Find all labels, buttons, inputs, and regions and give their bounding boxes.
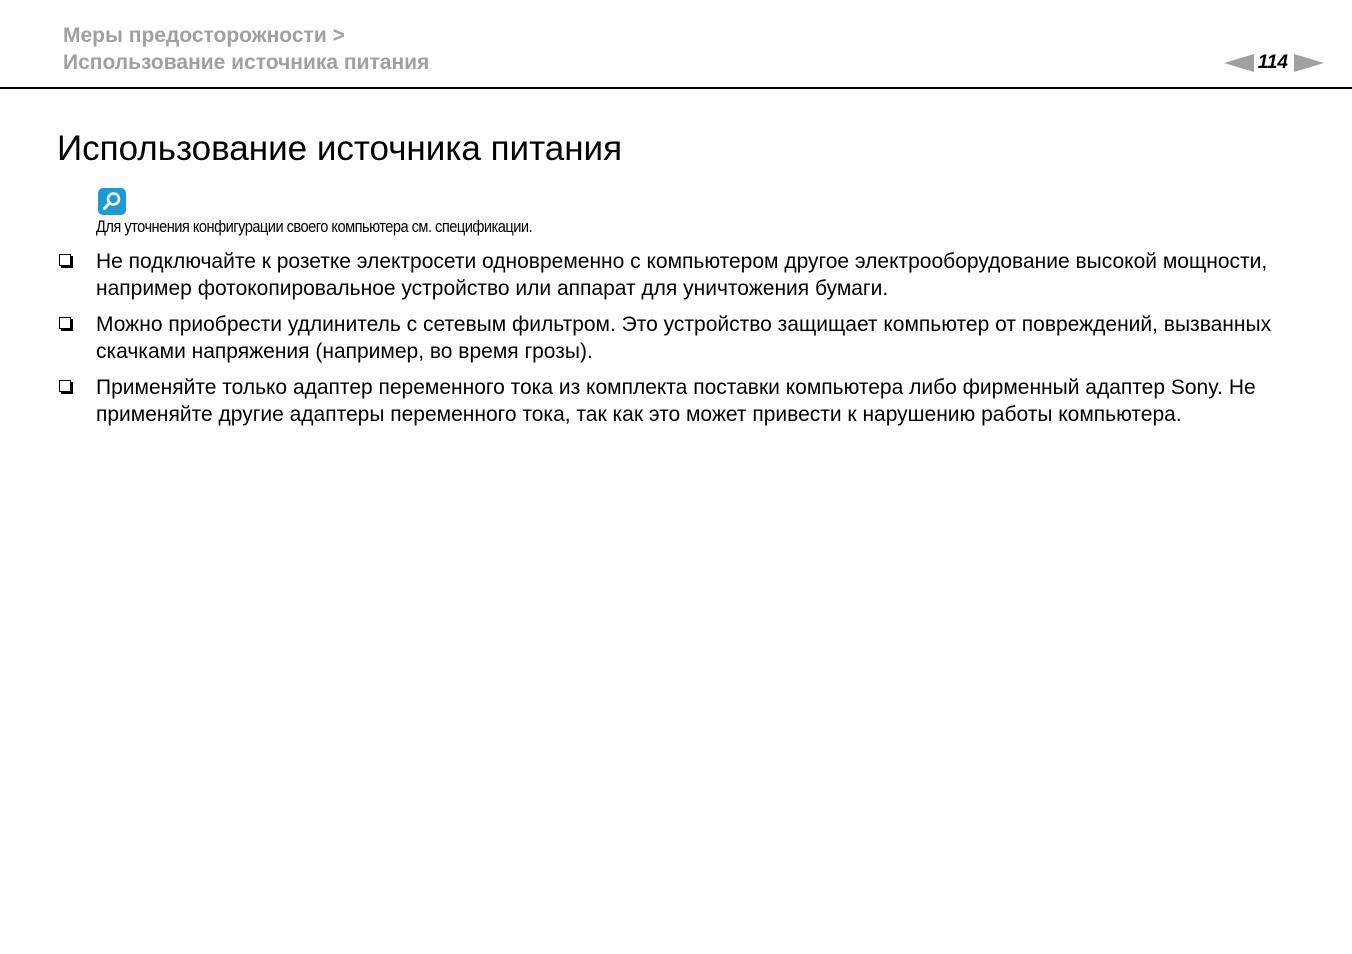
next-page-arrow-icon[interactable] bbox=[1294, 54, 1324, 72]
breadcrumb-current: Использование источника питания bbox=[63, 51, 430, 74]
list-item bbox=[57, 311, 1297, 365]
page-number: 114 bbox=[1257, 52, 1288, 73]
checkbox-bullet-icon bbox=[59, 380, 71, 392]
previous-page-arrow-icon[interactable] bbox=[1224, 54, 1254, 72]
list-item bbox=[57, 374, 1297, 428]
page-navigator bbox=[1224, 51, 1324, 75]
breadcrumb bbox=[63, 22, 429, 76]
list-item-text: Не подключайте к розетке электросети одновременно с компьютером другое электрооборудование высокой мощности, например фотокопировальное устройство или аппарат для уничтожения бумаги. bbox=[96, 250, 1268, 300]
precautions-list bbox=[57, 248, 1297, 437]
note-text: Для уточнения конфигурации своего компьютера см. спецификации. bbox=[96, 217, 533, 236]
page-header bbox=[0, 0, 1352, 89]
checkbox-bullet-icon bbox=[59, 254, 71, 266]
list-item-text: Применяйте только адаптер переменного тока из комплекта поставки компьютера либо фирменный адаптер Sony. Не применяйте другие адаптеры переменного тока, так как это может привести к нарушению работы компьютера. bbox=[96, 376, 1256, 426]
magnifier-icon bbox=[98, 188, 126, 215]
breadcrumb-parent-link[interactable]: Меры предосторожности > bbox=[63, 24, 345, 47]
list-item bbox=[57, 248, 1297, 302]
list-item-text: Можно приобрести удлинитель с сетевым фильтром. Это устройство защищает компьютер от повреждений, вызванных скачками напряжения (например, во время грозы). bbox=[96, 313, 1272, 363]
checkbox-bullet-icon bbox=[59, 317, 71, 329]
page-title: Использование источника питания bbox=[57, 129, 623, 168]
